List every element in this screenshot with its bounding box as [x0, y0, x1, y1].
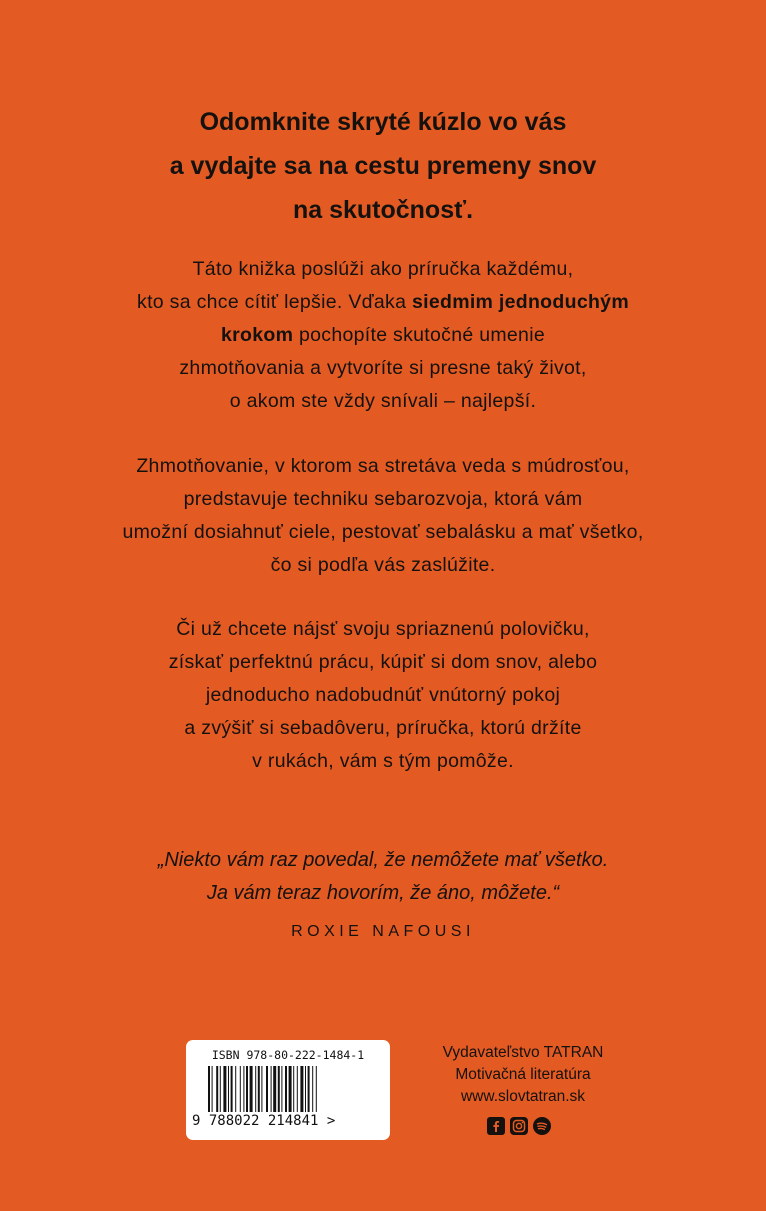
headline-line: a vydajte sa na cestu premeny snov: [169, 152, 597, 180]
spotify-icon[interactable]: [533, 1117, 551, 1135]
paragraph-line: získať perfektnú prácu, kúpiť si dom snov, alebo: [168, 651, 598, 673]
bold-phrase: krokom: [221, 324, 294, 346]
barcode-digits: 9 788022 214841 >: [192, 1113, 336, 1129]
bold-phrase: siedmim jednoduchým: [411, 291, 629, 313]
facebook-icon[interactable]: [487, 1117, 505, 1135]
publisher-info: [418, 1042, 628, 1108]
paragraph-text: kto sa chce cítiť lepšie. Vďaka: [137, 291, 412, 313]
paragraph-line: o akom ste vždy snívali – najlepší.: [229, 390, 537, 412]
headline: [0, 100, 766, 232]
intro-paragraph: [0, 253, 766, 418]
goals-paragraph: [0, 613, 766, 778]
paragraph-line: Táto knižka poslúži ako príručka každému,: [192, 258, 574, 280]
quote: [0, 844, 766, 910]
paragraph-line: a zvýšiť si sebadôveru, príručka, ktorú držíte: [184, 717, 582, 739]
isbn-barcode: [186, 1040, 390, 1140]
paragraph-text: pochopíte skutočné umenie: [293, 324, 545, 346]
headline-line: na skutočnosť.: [292, 196, 474, 224]
paragraph-line: [0, 319, 766, 352]
publisher-category: Motivačná literatúra: [455, 1066, 591, 1083]
paragraph-line: zhmotňovania a vytvoríte si presne taký život,: [179, 357, 587, 379]
paragraph-line: Či už chcete nájsť svoju spriaznenú polovičku,: [176, 618, 590, 640]
paragraph-line: Zhmotňovanie, v ktorom sa stretáva veda s múdrosťou,: [136, 455, 630, 477]
social-icons: [487, 1117, 551, 1135]
paragraph-line: umožní dosiahnuť ciele, pestovať sebalásku a mať všetko,: [122, 521, 644, 543]
publisher-name: Vydavateľstvo TATRAN: [442, 1044, 604, 1061]
paragraph-line: v rukách, vám s tým pomôže.: [252, 750, 514, 772]
instagram-icon[interactable]: [510, 1117, 528, 1135]
manifestation-paragraph: [0, 450, 766, 582]
quote-line: „Niekto vám raz povedal, že nemôžete mať všetko.: [157, 849, 609, 871]
quote-author: ROXIE NAFOUSI: [291, 923, 475, 940]
paragraph-line: čo si podľa vás zaslúžite.: [270, 554, 496, 576]
paragraph-line: jednoducho nadobudnúť vnútorný pokoj: [205, 684, 561, 706]
headline-line: Odomknite skryté kúzlo vo vás: [199, 108, 567, 136]
barcode-bars: [208, 1066, 368, 1116]
paragraph-line: predstavuje techniku sebarozvoja, ktorá vám: [183, 488, 583, 510]
publisher-website[interactable]: www.slovtatran.sk: [460, 1088, 586, 1105]
isbn-number: ISBN 978-80-222-1484-1: [211, 1048, 365, 1062]
paragraph-line: [0, 286, 766, 319]
quote-line: Ja vám teraz hovorím, že áno, môžete.“: [206, 882, 560, 904]
